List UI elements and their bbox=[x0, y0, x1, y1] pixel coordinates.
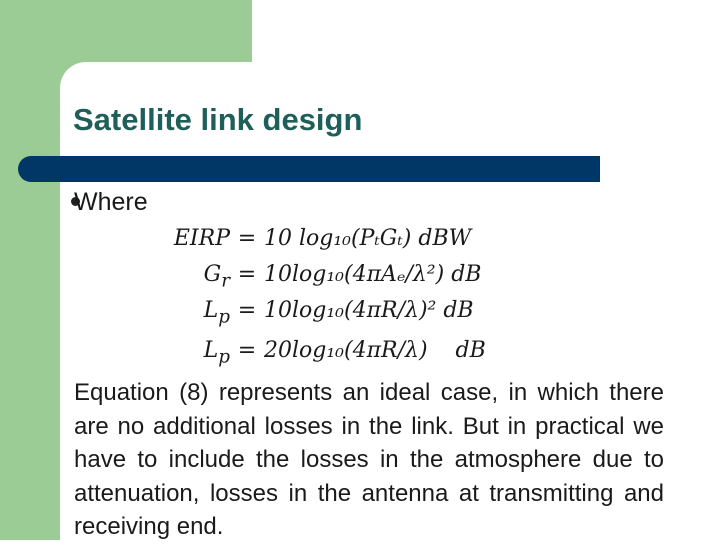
equation-rhs: 10log₁₀(4πR/λ)² dB bbox=[264, 298, 474, 323]
equation-row-gr bbox=[168, 262, 486, 298]
equation-lhs: $L_p$ bbox=[203, 298, 230, 328]
equals-sign: = bbox=[237, 262, 257, 287]
equation-lhs: $L_p$ bbox=[203, 338, 230, 368]
equation-row-lp-1 bbox=[168, 298, 486, 334]
equation-rhs: 20log₁₀(4πR/λ) dB bbox=[264, 338, 486, 363]
equals-sign: = bbox=[237, 338, 257, 363]
equation-lhs: EIRP bbox=[173, 226, 230, 251]
equals-sign: = bbox=[237, 226, 257, 251]
equals-sign: = bbox=[237, 298, 257, 323]
equation-row-lp-2 bbox=[168, 338, 486, 380]
equation-block bbox=[168, 226, 486, 380]
equation-rhs: 10 log₁₀(PₜGₜ) dBW bbox=[264, 226, 472, 251]
slide-title: Satellite link design bbox=[73, 102, 363, 137]
title-underline-bar bbox=[18, 156, 600, 182]
equation-lhs: $G_r$ bbox=[203, 262, 230, 292]
body-paragraph: Equation (8) represents an ideal case, in which there are no additional losses in the link. But in practical we have to include the losses in the atmosphere due to attenuation, losses in the antenna at transmitting and receiving end. bbox=[74, 379, 664, 540]
bullet-text: Where bbox=[74, 188, 148, 216]
equation-rhs: 10log₁₀(4πAₑ/λ²) dB bbox=[264, 262, 482, 287]
equation-row-eirp bbox=[168, 226, 486, 262]
